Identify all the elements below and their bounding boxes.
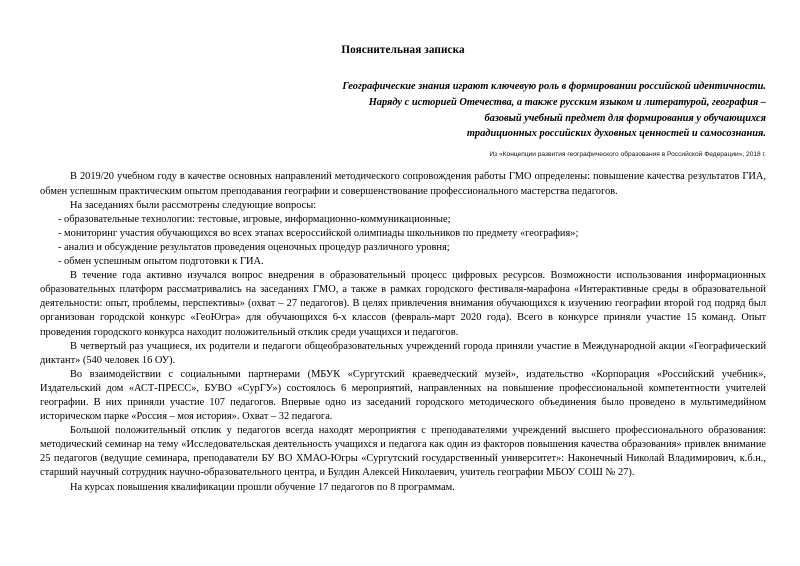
epigraph-line-2: Наряду с историей Отечества, а также русским языком и литературой, география –	[368, 96, 766, 108]
epigraph-line-3: базовый учебный предмет для формирования у обучающихся	[484, 112, 766, 124]
paragraph-courses: На курсах повышения квалификации прошли обучение 17 педагогов по 8 программам.	[70, 481, 455, 493]
epigraph-source: Из «Концепции развития географического образования в Российской Федерации», 2018 г.	[489, 151, 766, 159]
list-item-exchange: - обмен успешным опытом подготовки к ГИА.	[58, 256, 264, 268]
paragraph-social-partners: Во взаимодействии с социальными партнерами (МБУК «Сургутский краеведческий музей», издательство «Корпорация «Российский учебник», Издательский дом «АСТ-ПРЕСС», БУВО «СурГУ») состоялось 6 мероприятий, направленных на повышение профессиональной компетентности учителей географии. В них приняли участие 107 педагогов. Впервые одно из заседаний городского методического объединения было проведено в мультимедийном историческом парке «Россия – моя история». Охват – 32 педагога.	[40, 368, 766, 423]
paragraph-digital-resources: В течение года активно изучался вопрос внедрения в образовательный процесс цифровых ресурсов. Возможности использования информационных образовательных платформ рассматривались на заседаниях ГМО, а также в рамках городского фестиваля-марафона «Интерактивные среды в образовательной деятельности: опыт, проблемы, перспективы» (охват – 27 педагогов). В целях привлечения внимания обучающихся к изучению географии второй год подряд был организован городской конкурс «ГеоЮгра» для обучающихся 6-х классов (февраль-март 2020 года). Всего в конкурсе приняли участие 15 команд. Опыт проведения городского конкурса находит положительный отклик среди учащихся и педагогов.	[40, 270, 766, 338]
paragraph-higher-education: Большой положительный отклик у педагогов всегда находят мероприятия с преподавателями учреждений высшего профессионального образования: методический семинар на тему «Исследовательская деятельность учащихся и педагога как один из факторов повышения качества образования» привлек внимание 25 педагогов (ведущие семинара, преподаватели БУ ВО ХМАО-Югры «Сургутский государственный университет»: Наконечный Николай Владимирович, к.б.н., старший научный сотрудник научно-образовательного центра, и Булдин Алексей Николаевич, учитель географии МБОУ СОШ № 27).	[40, 425, 766, 479]
document-content	[40, 0, 766, 495]
list-item-technologies: - образовательные технологии: тестовые, игровые, информационно-коммуникационные;	[58, 213, 451, 225]
paragraph-geo-dictation: В четвертый раз учащиеся, их родители и педагоги общеобразовательных учреждений города приняли участие в Международной акции «Географический диктант» (540 человек 16 ОУ).	[40, 340, 766, 366]
epigraph	[40, 79, 766, 142]
paragraph-directions: В 2019/20 учебном году в качестве основных направлений методического сопровождения работы ГМО определены: повышение качества результатов ГИА, обмен успешным практическим опытом преподавания географии и совершенствование профессионального мастерства педагогов.	[40, 171, 766, 197]
epigraph-line-1: Географические знания играют ключевую роль в формировании российской идентичности.	[342, 81, 766, 92]
list-item-analysis: - анализ и обсуждение результатов проведения оценочных процедур различного уровня;	[58, 241, 450, 253]
paragraph-questions-intro: На заседаниях были рассмотрены следующие вопросы:	[70, 199, 317, 211]
page-title: Пояснительная записка	[341, 44, 465, 56]
list-item-monitoring: - мониторинг участия обучающихся во всех этапах всероссийской олимпиады школьников по предмету «география»;	[58, 227, 579, 239]
document-body	[40, 170, 766, 494]
epigraph-line-4: традиционных российских духовных ценностей и самосознания.	[466, 128, 766, 140]
